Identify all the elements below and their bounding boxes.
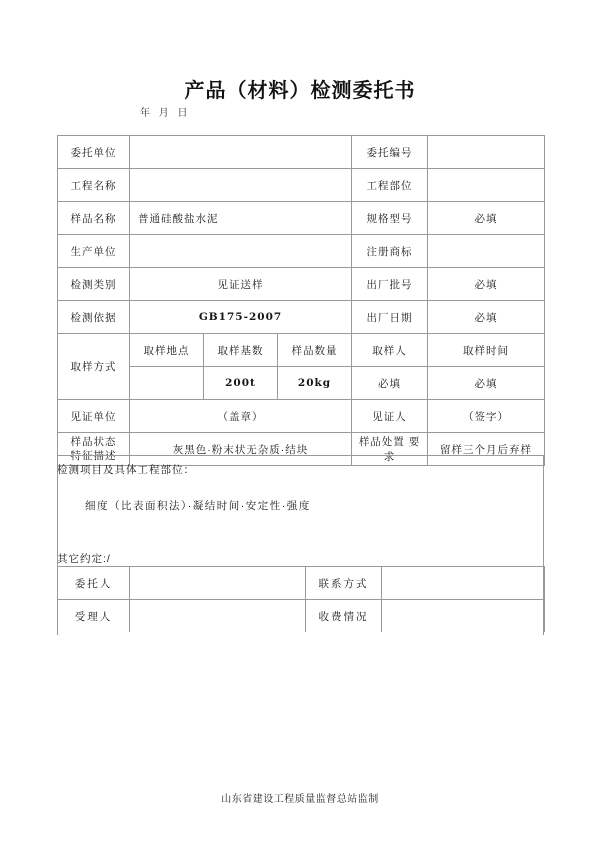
sample-status-value[interactable]: 灰黑色·粉末状无杂质·结块 (130, 433, 352, 466)
table-row (58, 567, 545, 600)
sample-status-label-line1: 样品状态 (70, 435, 117, 448)
sample-status-label-line2: 特征描述 (70, 450, 117, 462)
section-divider (57, 455, 544, 456)
sampling-header: 取样时间 (428, 334, 545, 367)
sample-disposal-label: 样品处置 要求 (352, 433, 428, 466)
table-row (58, 268, 545, 301)
sampling-value[interactable]: 必填 (428, 367, 545, 400)
field-value[interactable] (130, 136, 352, 169)
sampling-header: 取样基数 (204, 334, 278, 367)
field-label: 检测类别 (58, 268, 130, 301)
footer-text: 山东省建设工程质量监督总站监制 (221, 794, 379, 805)
field-label: 见证人 (352, 400, 428, 433)
field-label: 委托编号 (352, 136, 428, 169)
field-value[interactable] (428, 136, 545, 169)
field-label: 见证单位 (58, 400, 130, 433)
table-row (58, 169, 545, 202)
field-value[interactable] (382, 567, 545, 600)
table-row (58, 235, 545, 268)
sampling-value[interactable] (130, 367, 204, 400)
field-value[interactable]: 见证送样 (130, 268, 352, 301)
field-label: 出厂批号 (352, 268, 428, 301)
page-title: 产品（材料）检测委托书 (184, 78, 416, 102)
field-value[interactable] (130, 600, 306, 633)
table-row (58, 136, 545, 169)
field-value[interactable] (428, 169, 545, 202)
sampling-value[interactable]: 200t (204, 367, 278, 400)
sampling-header: 取样人 (352, 334, 428, 367)
field-label: 规格型号 (352, 202, 428, 235)
test-items-label: 检测项目及具体工程部位： (57, 464, 195, 476)
field-value[interactable] (428, 235, 545, 268)
main-form-table (57, 135, 545, 466)
field-value[interactable]: （盖章） (130, 400, 352, 433)
field-value[interactable] (130, 567, 306, 600)
bottom-form-table (57, 566, 545, 632)
field-label: 联系方式 (306, 567, 382, 600)
table-row (58, 202, 545, 235)
field-value[interactable]: 必填 (428, 268, 545, 301)
sampling-value[interactable]: 20kg (278, 367, 352, 400)
sampling-label: 取样方式 (58, 334, 130, 400)
field-label: 受理人 (58, 600, 130, 633)
field-label: 出厂日期 (352, 301, 428, 334)
field-value[interactable]: （签字） (428, 400, 545, 433)
sampling-value[interactable]: 必填 (352, 367, 428, 400)
sampling-header: 取样地点 (130, 334, 204, 367)
field-value[interactable] (130, 235, 352, 268)
field-value[interactable]: 必填 (428, 202, 545, 235)
other-terms-label[interactable]: 其它约定:/ (57, 553, 111, 565)
sampling-value-row (58, 367, 545, 400)
sample-status-label (58, 433, 130, 466)
field-label: 检测依据 (58, 301, 130, 334)
sample-status-row (58, 433, 545, 466)
field-value[interactable]: GB175-2007 (130, 301, 352, 334)
field-label: 工程部位 (352, 169, 428, 202)
field-value[interactable] (130, 169, 352, 202)
field-value[interactable]: 必填 (428, 301, 545, 334)
date-line: 年 月 日 (140, 108, 191, 119)
sample-disposal-value[interactable]: 留样三个月后弃样 (428, 433, 545, 466)
test-items-value[interactable]: 细度（比表面积法）·凝结时间·安定性·强度 (85, 500, 311, 512)
table-row (58, 600, 545, 633)
field-label: 收费情况 (306, 600, 382, 633)
field-value[interactable] (382, 600, 545, 633)
field-label: 委托单位 (58, 136, 130, 169)
field-label: 样品名称 (58, 202, 130, 235)
sampling-header-row (58, 334, 545, 367)
field-value[interactable]: 普通硅酸盐水泥 (130, 202, 352, 235)
field-label: 注册商标 (352, 235, 428, 268)
field-label: 工程名称 (58, 169, 130, 202)
sampling-header: 样品数量 (278, 334, 352, 367)
field-label: 委托人 (58, 567, 130, 600)
table-row (58, 301, 545, 334)
witness-row (58, 400, 545, 433)
field-label: 生产单位 (58, 235, 130, 268)
